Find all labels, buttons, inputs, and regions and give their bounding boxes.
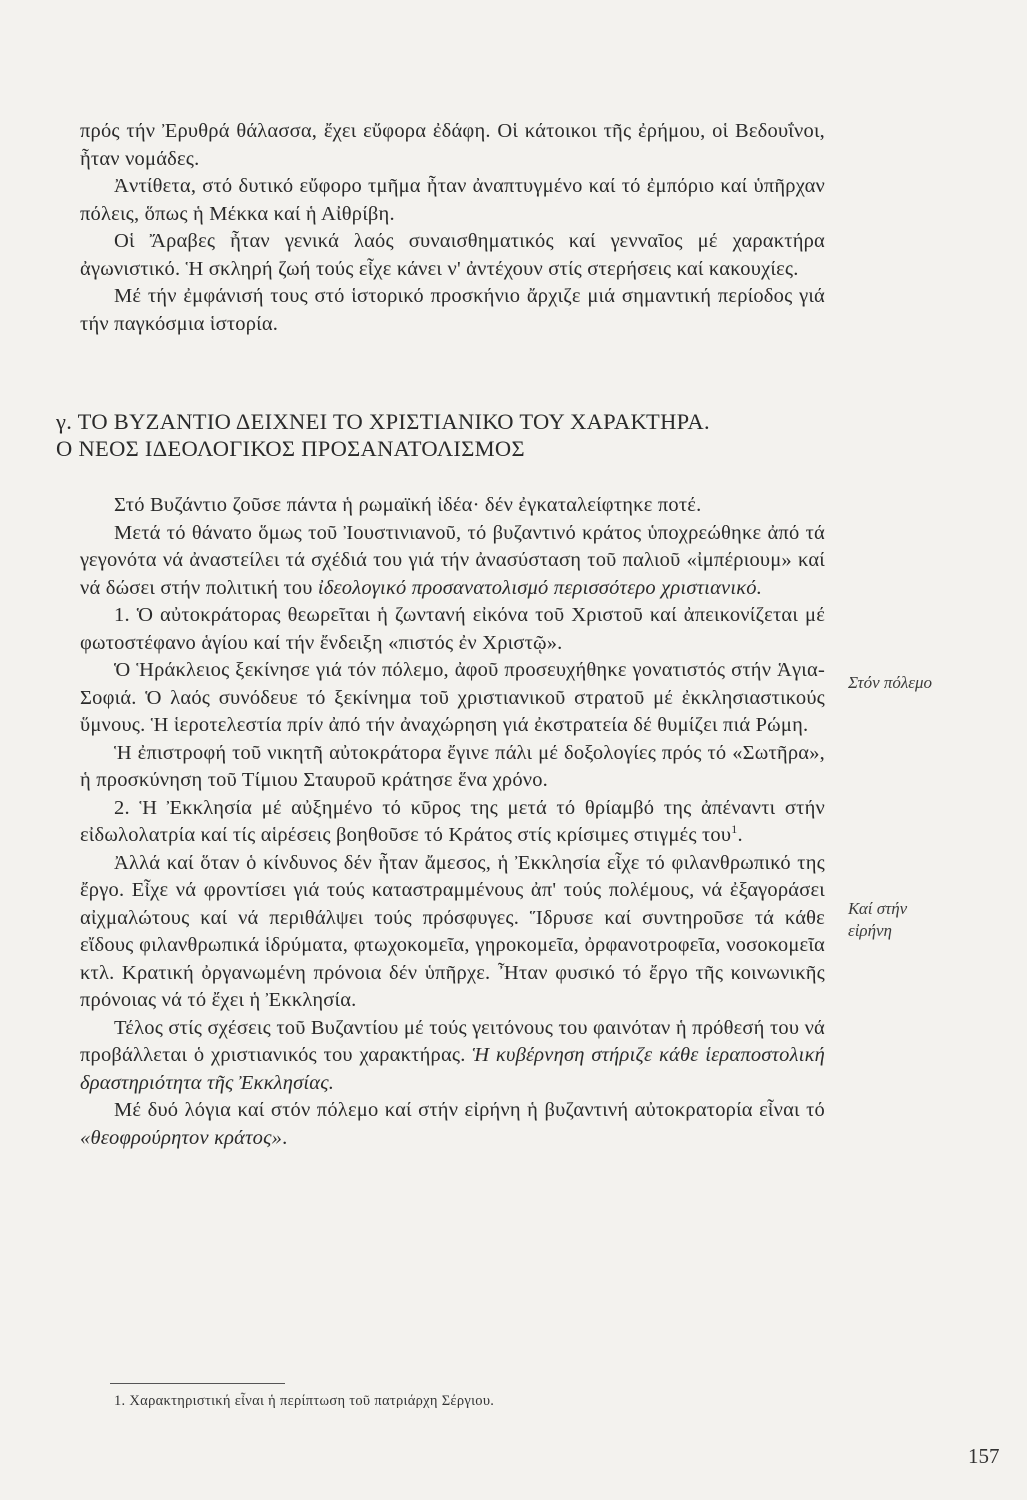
intro-paragraph-1: πρός τήν Ἐρυθρά θάλασσα, ἔχει εὔφορα ἐδάφη. Οἱ κάτοικοι τῆς ἐρήμου, οἱ Βεδουΐνοι, ἦταν νομάδες. bbox=[80, 120, 825, 170]
body-paragraph-2-italic: ἰδεολογικό προσανατολισμό περισσότερο χριστιανικό. bbox=[317, 576, 763, 599]
body-paragraph-8-text: Τέλος στίς σχέσεις τοῦ Βυζαντίου μέ τούς γειτόνους του φαινόταν ἡ πρόθεσή του νά προβάλλεται ὁ χριστιανικός του χαρακτήρας. bbox=[80, 1016, 825, 1066]
body-paragraph-7: Ἀλλά καί ὅταν ὁ κίνδυνος δέν ἦταν ἄμεσος, ἡ Ἐκκλησία εἶχε τό φιλανθρωπικό της ἔργο. Εἶχε νά φροντίσει γιά τούς καταστραμμένους ἀπ' τούς πολέμους, νά ἐξαγοράσει αἰχμαλώτους καί νά περιθάλψει τούς πρόσφυγες. Ἵδρυσε καί συντηροῦσε τά κάθε εἴδους φιλανθρωπικά ἱδρύματα, φτωχοκομεῖα, γηροκομεῖα, ὀρφανοτροφεῖα, νοσοκομεῖα κτλ. Κρατική ὀργανωμένη πρόνοια δέν ὑπῆρχε. Ἦταν φυσικό τό ἔργο τῆς κοινωνικῆς πρόνοιας νά τό ἔχει ἡ Ἐκκλησία. bbox=[80, 851, 825, 1011]
body-paragraph-6-text: 2. Ἡ Ἐκκλησία μέ αὐξημένο τό κῦρος της μετά τό θρίαμβό της ἀπέναντι στήν εἰδωλολατρία καί τίς αἱρέσεις βοηθοῦσε τό Κράτος στίς κρίσιμες στιγμές του bbox=[80, 796, 825, 846]
page-number: 157 bbox=[968, 1444, 1000, 1468]
body-paragraph-9-italic: «θεοφρούρητον κράτος» bbox=[80, 1126, 283, 1149]
body-paragraph-9-text: Μέ δυό λόγια καί στόν πόλεμο καί στήν εἰρήνη ἡ βυζαντινή αὐτοκρατορία εἶναι τό bbox=[114, 1099, 825, 1121]
body-paragraph-9-end: . bbox=[282, 1126, 288, 1149]
main-text-column bbox=[56, 118, 825, 1152]
body-paragraph-6 bbox=[80, 795, 825, 850]
intro-paragraph-4: Μέ τήν ἐμφάνισή τους στό ἱστορικό προσκήνιο ἄρχιζε μιά σημαντική περίοδος γιά τήν παγκόσμια ἱστορία. bbox=[80, 285, 825, 335]
footnote: 1. Χαρακτηριστική εἶναι ἡ περίπτωση τοῦ πατριάρχη Σέργιου. bbox=[114, 1393, 495, 1409]
margin-note-peace-line-2: εἰρήνη bbox=[848, 921, 892, 940]
intro-paragraph-2: Ἀντίθετα, στό δυτικό εὔφορο τμῆμα ἦταν ἀναπτυγμένο καί τό ἐμπόριο καί ὑπῆρχαν πόλεις, ὅπως ἡ Μέκκα καί ἡ Αἰθρίβη. bbox=[80, 175, 825, 225]
heading-spacer bbox=[80, 462, 825, 492]
body-paragraph-2 bbox=[80, 520, 825, 603]
body-paragraph-5: Ἡ ἐπιστροφή τοῦ νικητῆ αὐτοκράτορα ἔγινε πάλι μέ δοξολογίες πρός τό «Σωτῆρα», ἡ προσκύνηση τοῦ Τίμιου Σταυροῦ κράτησε ἕνα χρόνο. bbox=[80, 741, 825, 791]
footnote-divider bbox=[110, 1383, 285, 1384]
body-paragraph-1: Στό Βυζάντιο ζοῦσε πάντα ἡ ρωμαϊκή ἰδέα· δέν ἐγκαταλείφτηκε ποτέ. bbox=[114, 494, 702, 516]
body-paragraph-6-end: . bbox=[737, 824, 743, 846]
margin-note-war: Στόν πόλεμο bbox=[848, 673, 933, 692]
margin-note-peace-line-1: Καί στήν bbox=[848, 899, 908, 918]
body-paragraph-3: 1. Ὁ αὐτοκράτορας θεωρεῖται ἡ ζωντανή εἰκόνα τοῦ Χριστοῦ καί ἀπεικονίζεται μέ φωτοστέφανο ἁγίου καί τήν ἔνδειξη «πιστός ἐν Χριστῷ». bbox=[80, 604, 825, 654]
body-paragraph-2-text: Μετά τό θάνατο ὅμως τοῦ Ἰουστινιανοῦ, τό βυζαντινό κράτος ὑποχρεώθηκε ἀπό τά γεγονότα νά ἀναστείλει τά σχέδιά του γιά τήν ἀνασύσταση τοῦ παλιοῦ «ἰμπέριουμ» καί νά δώσει στήν πολιτική του bbox=[80, 521, 825, 599]
margin-note-peace bbox=[848, 898, 907, 942]
body-paragraph-4: Ὁ Ἡράκλειος ξεκίνησε γιά τόν πόλεμο, ἀφοῦ προσευχήθηκε γονατιστός στήν Ἁγια-Σοφιά. Ὁ λαός συνόδευε τό ξεκίνημα τοῦ χριστιανικοῦ στρατοῦ μέ ἐκκλησιαστικούς ὕμνους. Ἡ ἱεροτελεστία πρίν ἀπό τήν ἀναχώρηση γιά ἐκστρατεία δέ θυμίζει πιά Ρώμη. bbox=[80, 659, 825, 736]
body-paragraph-8 bbox=[80, 1015, 825, 1098]
footnote-reference[interactable]: 1 bbox=[731, 822, 738, 837]
section-heading bbox=[56, 408, 825, 462]
section-heading-line-1: γ. ΤΟ ΒΥΖΑΝΤΙΟ ΔΕΙΧΝΕΙ ΤΟ ΧΡΙΣΤΙΑΝΙΚΟ ΤΟΥ ΧΑΡΑΚΤΗΡΑ. bbox=[56, 409, 710, 434]
section-heading-line-2: Ο ΝΕΟΣ ΙΔΕΟΛΟΓΙΚΟΣ ΠΡΟΣΑΝΑΤΟΛΙΣΜΟΣ bbox=[56, 436, 525, 461]
intro-paragraph-3: Οἱ Ἄραβες ἦταν γενικά λαός συναισθηματικός καί γενναῖος μέ χαρακτήρα ἀγωνιστικό. Ἡ σκληρή ζωή τούς εἶχε κάνει ν' ἀντέχουν στίς στερήσεις καί κακουχίες. bbox=[80, 230, 825, 280]
body-paragraph-9 bbox=[80, 1097, 825, 1152]
body-paragraph-8-italic: Ἡ κυβέρνηση στήριζε κάθε ἱεραποστολική δραστηριότητα τῆς Ἐκκλησίας. bbox=[80, 1044, 825, 1094]
